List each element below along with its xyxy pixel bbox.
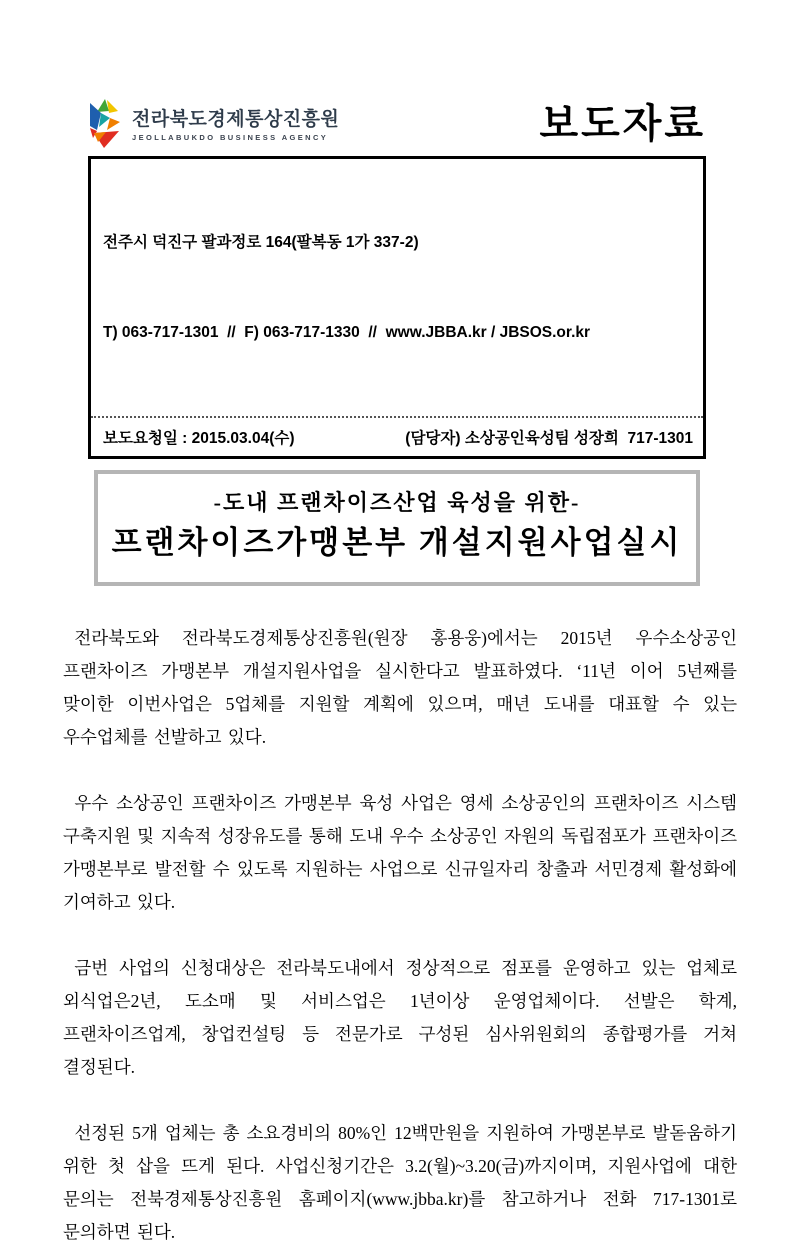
- document-type-title: 보도자료: [539, 102, 706, 146]
- agency-brand: [132, 110, 339, 142]
- agency-logo: [88, 96, 339, 150]
- body-paragraph: 전라북도와 전라북도경제통상진흥원(원장 홍용웅)에서는 2015년 우수소상공인 프랜차이즈 가맹본부 개설지원사업을 실시한다고 발표하였다. ‘11년 이어 5년째를 맞이한 이번사업은 5업체를 지원할 계획에 있으며, 매년 도내를 대표할 수 있는 우수업체를 선발하고 있다.: [63, 628, 737, 747]
- body-paragraph: 우수 소상공인 프랜차이즈 가맹본부 육성 사업은 영세 소상공인의 프랜차이즈 시스템 구축지원 및 지속적 성장유도를 통해 도내 우수 소상공인 자원의 독립점포가 프랜차이즈 가맹본부로 발전할 수 있도록 지원하는 사업으로 신규일자리 창출과 서민경제 활성화에 기여하고 있다.: [63, 793, 737, 912]
- body-paragraph: 선정된 5개 업체는 총 소요경비의 80%인 12백만원을 지원하여 가맹본부로 발돋움하기 위한 첫 삽을 뜨게 된다. 사업신청기간은 3.2(월)~3.20(금)까지이며, 지원사업에 대한 문의는 전북경제통상진흥원 홈페이지(www.jbba.kr)를 참고하거나 전화 717-1301로 문의하면 된다.: [63, 1123, 737, 1242]
- headline-title: 프랜차이즈가맹본부 개설지원사업실시: [111, 525, 683, 560]
- agency-name-korean: 전라북도경제통상진흥원: [132, 109, 340, 130]
- press-manager: (담당자) 소상공인육성팀 성장희 717-1301: [405, 430, 693, 447]
- agency-address: 전주시 덕진구 팔과정로 164(팔복동 1가 337-2): [103, 234, 419, 251]
- contact-info-box: [88, 156, 706, 459]
- press-request-date: 보도요청일 : 2015.03.04(수): [103, 430, 295, 447]
- contact-info-top: [91, 159, 703, 416]
- headline-box: [94, 470, 700, 586]
- press-request-row: [91, 416, 703, 456]
- body-paragraph: 금번 사업의 신청대상은 전라북도내에서 정상적으로 점포를 운영하고 있는 업체로 외식업은2년, 도소매 및 서비스업은 1년이상 운영업체이다. 선발은 학계, 프랜차이즈업계, 창업컨설팅 등 전문가로 구성된 심사위원회의 종합평가를 거쳐 결정된다.: [63, 958, 737, 1077]
- article-body: [63, 622, 737, 1249]
- agency-name-english: JEOLLABUKDO BUSINESS AGENCY: [132, 133, 329, 142]
- headline-subtitle: -도내 프랜차이즈산업 육성을 위한-: [213, 490, 581, 515]
- agency-logo-icon: [88, 98, 126, 150]
- header: [88, 96, 706, 150]
- agency-contact-line: T) 063-717-1301 // F) 063-717-1330 // www.JBBA.kr / JBSOS.or.kr: [103, 324, 591, 341]
